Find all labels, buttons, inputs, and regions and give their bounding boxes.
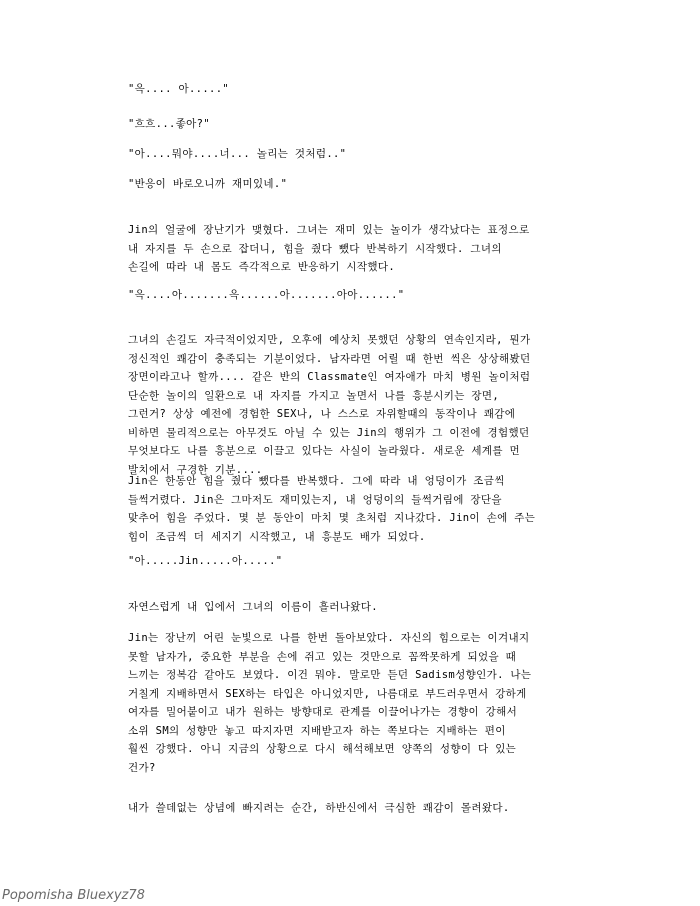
text-line: "흐흐...좋아?"	[128, 118, 211, 130]
text-line: 건가?	[128, 761, 156, 774]
text-line: 느끼는 정복감 같아도 보였다. 이건 뭐야. 말로만 듣던 Sadism성향인가. 나는	[128, 669, 532, 681]
text-line: 자연스럽게 내 입에서 그녀의 이름이 흘러나왔다.	[128, 601, 378, 613]
text-line: 거칠게 지배하면서 SEX하는 타입은 아니었지만, 나름대로 부드러우면서 강하게	[128, 687, 527, 700]
text-line: 발치에서 구경한 기분....	[128, 463, 263, 476]
watermark-signature: Popomisha Bluexyz78	[2, 888, 145, 903]
paragraph-6	[128, 286, 573, 305]
text-line: 들썩거렸다. Jin은 그마저도 재미있는지, 내 엉덩이의 들썩거림에 장단을	[128, 493, 502, 506]
paragraph-8	[128, 472, 573, 546]
paragraph-12	[128, 799, 573, 818]
text-line: 내 자지를 두 손으로 잡더니, 힘을 줬다 뺐다 반복하기 시작했다. 그녀의	[128, 242, 502, 255]
text-line: Jin은 한동안 힘을 줬다 뺐다를 반복했다. 그에 따라 내 엉덩이가 조금씩	[128, 475, 505, 487]
text-line: 무엇보다도 나를 흥분으로 이끌고 있다는 사실이 놀라웠다. 새로운 세계를 먼	[128, 445, 520, 457]
paragraph-7	[128, 331, 573, 479]
paragraph-2	[128, 115, 573, 134]
paragraph-5	[128, 221, 573, 277]
text-line: 맞추어 힘을 주었다. 몇 분 동안이 마치 몇 초처럼 지나갔다. Jin이 손에 주는	[128, 512, 536, 524]
text-line: "윽.... 아....."	[128, 83, 230, 95]
paragraph-3	[128, 145, 573, 164]
paragraph-11	[128, 629, 573, 777]
text-line: 손길에 따라 내 몸도 즉각적으로 반응하기 시작했다.	[128, 261, 396, 273]
text-line: Jin는 장난끼 어린 눈빛으로 나를 한번 돌아보았다. 자신의 힘으로는 이겨내지	[128, 632, 530, 644]
text-line: "윽....아.......윽......아.......아아......"	[128, 289, 405, 301]
text-line: 내가 쓸데없는 상념에 빠지려는 순간, 하반신에서 극심한 쾌감이 몰려왔다.	[128, 802, 510, 814]
text-line: "아.....Jin.....아....."	[128, 555, 283, 567]
text-line: 비하면 물리적으로는 아무것도 아닐 수 있는 Jin의 행위가 그 이전에 경험했던	[128, 426, 530, 439]
paragraph-10	[128, 598, 573, 617]
text-line: 소위 SM의 성향만 놓고 따지자면 지배받고자 하는 쪽보다는 지배하는 편이	[128, 724, 506, 737]
text-line: 그녀의 손길도 자극적이었지만, 오후에 예상치 못했던 상황의 연속인지라, 뭔가	[128, 334, 531, 346]
text-line: "반응이 바로오니까 재미있네."	[128, 178, 288, 190]
paragraph-9	[128, 552, 573, 571]
paragraph-4	[128, 175, 573, 194]
text-line: Jin의 얼굴에 장난기가 맺혔다. 그녀는 재미 있는 놀이가 생각났다는 표정으로	[128, 224, 530, 236]
text-line: 여자를 밀어붙이고 내가 원하는 방향대로 관계를 이끌어나가는 경향이 강해서	[128, 706, 518, 718]
paragraph-1	[128, 80, 573, 99]
text-line: 그런거? 상상 예전에 경험한 SEX나, 나 스스로 자위할때의 동작이나 쾌감에	[128, 408, 516, 420]
text-line: 못할 남자가, 중요한 부분을 손에 쥐고 있는 것만으로 꼼짝못하게 되었을 때	[128, 650, 517, 663]
text-line: 힘이 조금씩 더 세지기 시작했고, 내 흥분도 배가 되었다.	[128, 530, 426, 543]
text-line: 정신적인 쾌감이 충족되는 기분이었다. 남자라면 어릴 때 한번 씩은 상상해봤던	[128, 352, 531, 365]
text-line: 장면이라고나 할까.... 같은 반의 Classmate인 여자애가 마치 병원 놀이처럼	[128, 371, 531, 383]
text-line: 단순한 놀이의 일환으로 내 자지를 가지고 놀면서 나를 흥분시키는 장면,	[128, 389, 500, 402]
text-line: 훨씬 강했다. 아니 지금의 상황으로 다시 해석해보면 양쪽의 성향이 다 있는	[128, 743, 517, 755]
text-line: "아....뭐야....너... 놀리는 것처럼.."	[128, 148, 347, 160]
